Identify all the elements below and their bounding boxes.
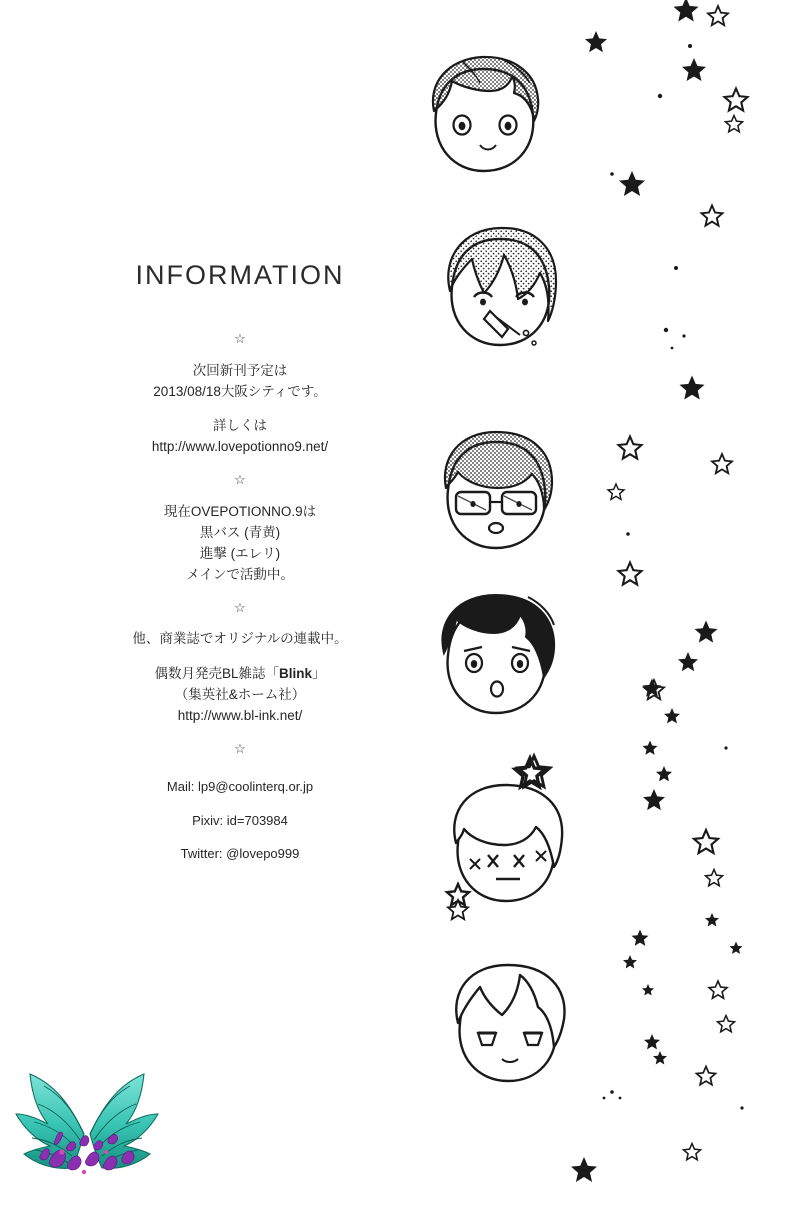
info-block-serialization — [60, 629, 420, 650]
info-block-current-activity — [60, 502, 420, 586]
star-field-dots — [603, 44, 744, 1110]
information-panel — [60, 260, 420, 870]
contact-pixiv[interactable]: Pixiv: id=703984 — [192, 812, 288, 828]
info-block-next-issue — [60, 361, 420, 403]
star-separator-2: ☆ — [234, 472, 246, 488]
face-sleepy — [456, 965, 564, 1081]
magazine-url[interactable]: http://www.bl-ink.net/ — [177, 707, 303, 723]
star-field — [571, 0, 743, 1182]
activity-line-2: 黒バス (青黄) — [199, 524, 281, 540]
face-black-hair — [442, 595, 554, 713]
activity-line-4: メインで活動中。 — [186, 566, 294, 582]
star-separator-4: ☆ — [234, 740, 246, 756]
face-popsicle — [448, 228, 556, 345]
next-issue-line-2: 2013/08/18大阪シティです。 — [153, 383, 327, 399]
details-label: 詳しくは — [213, 418, 267, 434]
contact-mail[interactable]: Mail: lp9@coolinterq.or.jp — [166, 779, 314, 795]
contact-twitter[interactable]: Twitter: @lovepo999 — [180, 845, 300, 861]
lovepotion-wings-logo — [10, 1060, 170, 1200]
star-separator-1: ☆ — [234, 331, 246, 346]
spacer-1 — [60, 402, 420, 416]
magazine-title: 偶数月発売BL雑誌「Blink」 — [154, 666, 326, 682]
activity-line-3: 進撃 (エレリ) — [199, 545, 281, 561]
magazine-publisher: （集英社&ホーム社） — [174, 687, 306, 702]
info-block-magazine — [60, 664, 420, 727]
activity-line-1: 現在OVEPOTIONNO.9は — [163, 503, 317, 519]
star-separator-3: ☆ — [234, 599, 246, 615]
page-title: INFORMATION — [135, 260, 345, 290]
serialization-line: 他、商業誌でオリジナルの連載中。 — [132, 631, 348, 647]
face-glasses — [445, 432, 552, 548]
next-issue-line-1: 次回新刊予定は — [192, 362, 288, 378]
details-url[interactable]: http://www.lovepotionno9.net/ — [151, 439, 329, 455]
info-block-details — [60, 416, 420, 458]
wings-logo-graphic — [10, 1060, 170, 1200]
face-spiky-hair — [433, 57, 538, 171]
contact-list — [60, 770, 420, 869]
face-bandaged — [447, 758, 562, 905]
star-field-outline — [448, 6, 748, 1160]
spacer-2 — [60, 650, 420, 664]
